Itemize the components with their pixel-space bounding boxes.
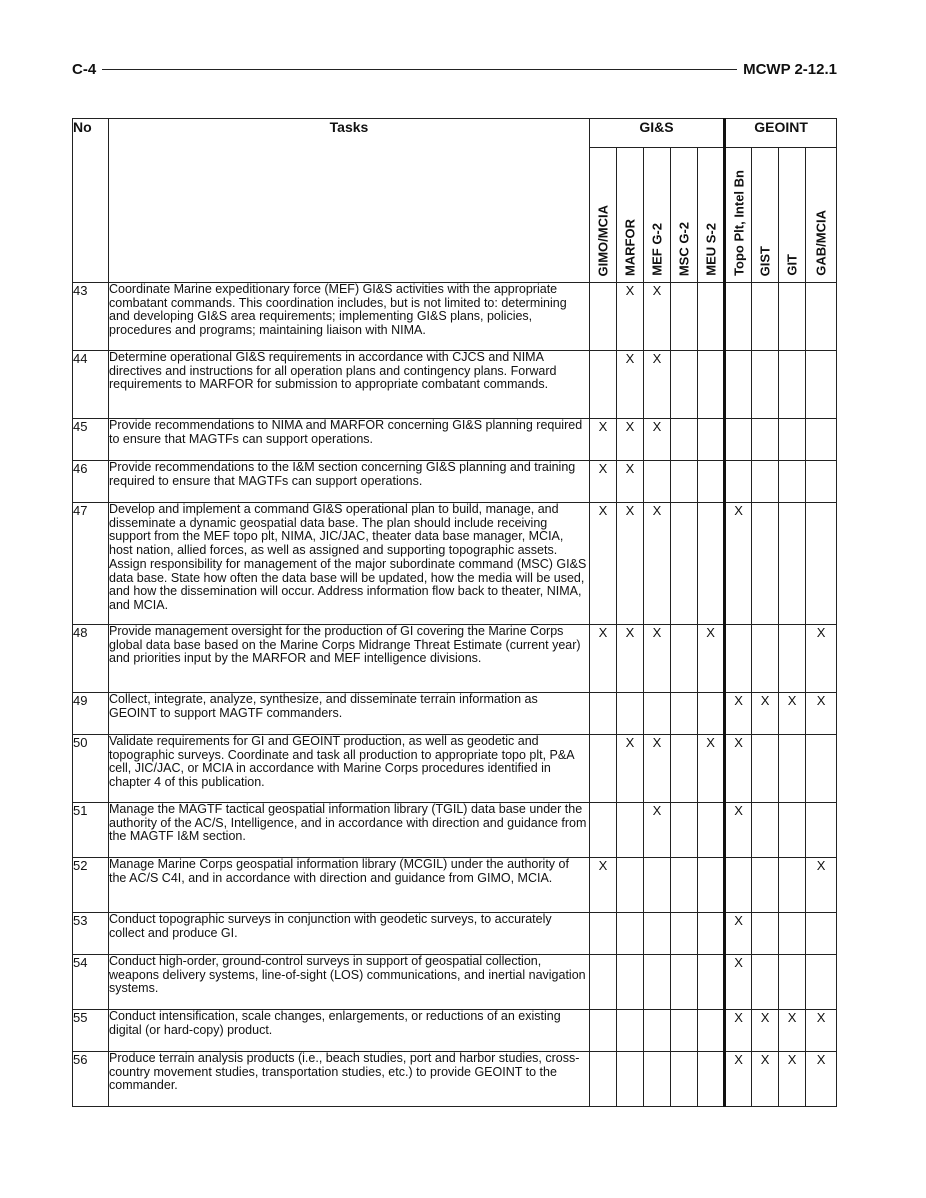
task-number: 46 [73, 461, 109, 503]
responsibility-mark [752, 625, 779, 693]
responsibility-mark [590, 283, 617, 351]
task-number: 45 [73, 419, 109, 461]
responsibility-mark [644, 1010, 671, 1052]
group-header-gis: GI&S [590, 119, 725, 148]
responsibility-mark: X [725, 735, 752, 803]
responsibility-mark [779, 803, 806, 858]
responsibility-mark: X [698, 625, 725, 693]
responsibility-mark: X [644, 803, 671, 858]
table-row [73, 913, 837, 955]
task-description: Provide recommendations to the I&M section concerning GI&S planning and training required to ensure that MAGTFs can support operations. [109, 461, 590, 503]
table-body [73, 283, 837, 1107]
responsibility-mark: X [725, 913, 752, 955]
responsibility-mark [779, 858, 806, 913]
responsibility-mark [590, 955, 617, 1010]
task-description: Provide management oversight for the production of GI covering the Marine Corps global data base based on the Marine Corps Midrange Threat Estimate (current year) and priorities input by the MARFOR and MEF intelligence divisions. [109, 625, 590, 693]
column-header-label: MSC G-2 [676, 221, 692, 276]
responsibility-mark [644, 461, 671, 503]
task-description: Develop and implement a command GI&S operational plan to build, manage, and disseminate a dynamic geospatial data base. The plan should include receiving support from the MEF topo plt, NIMA, JIC/JAC, theater data base manager, MCIA, host nation, allied forces, as well as assigned and supporting topographic assets. Assign responsibility for management of the major subordinate command (MSC) GI&S data base. State how often the data base will be updated, how the media will be used, and how the dissemination will occur. Address information flow back to theater, NIMA, and MCIA. [109, 503, 590, 625]
task-description: Validate requirements for GI and GEOINT production, as well as geodetic and topographic surveys. Coordinate and task all production to appropriate topo plt, P&A cell, JIC/JAC, or MCIA in accordance with Marine Corps procedures identified in chapter 4 of this publication. [109, 735, 590, 803]
column-header-label: GIMO/MCIA [595, 204, 611, 276]
column-header [671, 148, 698, 283]
responsibility-mark: X [617, 735, 644, 803]
responsibility-mark [671, 461, 698, 503]
column-header [617, 148, 644, 283]
responsibility-mark: X [725, 1052, 752, 1107]
responsibility-mark [806, 955, 837, 1010]
responsibility-mark [806, 283, 837, 351]
responsibility-mark: X [644, 351, 671, 419]
responsibility-mark [725, 625, 752, 693]
responsibility-mark: X [725, 693, 752, 735]
responsibility-mark: X [806, 1052, 837, 1107]
header-tasks: Tasks [109, 119, 590, 283]
responsibility-mark [590, 913, 617, 955]
responsibility-mark [671, 858, 698, 913]
column-header-label: Topo Plt, Intel Bn [731, 170, 747, 276]
column-header [725, 148, 752, 283]
responsibility-mark: X [590, 625, 617, 693]
header-rule [102, 69, 737, 70]
responsibility-mark: X [779, 1010, 806, 1052]
responsibility-mark [671, 419, 698, 461]
column-header [752, 148, 779, 283]
task-description: Conduct topographic surveys in conjunction with geodetic surveys, to accurately collect and produce GI. [109, 913, 590, 955]
responsibility-mark [644, 693, 671, 735]
responsibility-mark [806, 803, 837, 858]
column-header [779, 148, 806, 283]
responsibility-mark [671, 351, 698, 419]
table-row [73, 625, 837, 693]
responsibility-mark: X [725, 955, 752, 1010]
task-description: Conduct intensification, scale changes, enlargements, or reductions of an existing digital (or hard-copy) product. [109, 1010, 590, 1052]
table-row [73, 955, 837, 1010]
column-header [590, 148, 617, 283]
task-number: 44 [73, 351, 109, 419]
responsibility-mark [698, 419, 725, 461]
column-header [806, 148, 837, 283]
responsibility-mark [644, 1052, 671, 1107]
responsibility-mark [671, 503, 698, 625]
responsibility-mark [698, 913, 725, 955]
responsibility-mark [671, 803, 698, 858]
column-header [698, 148, 725, 283]
responsibility-mark: X [779, 1052, 806, 1107]
table-row [73, 283, 837, 351]
responsibility-mark [644, 955, 671, 1010]
responsibility-mark: X [644, 735, 671, 803]
task-number: 51 [73, 803, 109, 858]
responsibility-mark [671, 693, 698, 735]
table-row [73, 461, 837, 503]
responsibility-mark [671, 913, 698, 955]
responsibility-mark: X [590, 858, 617, 913]
responsibility-mark: X [752, 1010, 779, 1052]
responsibility-mark: X [806, 693, 837, 735]
responsibility-mark [671, 625, 698, 693]
responsibility-mark: X [725, 1010, 752, 1052]
responsibility-mark [671, 283, 698, 351]
responsibility-mark [779, 503, 806, 625]
responsibility-mark [806, 461, 837, 503]
responsibility-mark [779, 955, 806, 1010]
table-header [73, 119, 837, 283]
responsibility-mark [752, 858, 779, 913]
responsibility-mark [779, 419, 806, 461]
publication-id: MCWP 2-12.1 [743, 60, 837, 78]
responsibility-mark [698, 803, 725, 858]
task-number: 43 [73, 283, 109, 351]
responsibility-mark: X [617, 503, 644, 625]
responsibility-mark: X [617, 625, 644, 693]
task-number: 56 [73, 1052, 109, 1107]
task-description: Provide recommendations to NIMA and MARFOR concerning GI&S planning required to ensure that MAGTFs can support operations. [109, 419, 590, 461]
task-number: 48 [73, 625, 109, 693]
responsibility-mark: X [590, 419, 617, 461]
task-description: Determine operational GI&S requirements in accordance with CJCS and NIMA directives and instructions for all operation plans and contingency plans. Forward requirements to MARFOR for submission to appropriate combatant commands. [109, 351, 590, 419]
column-header-label: MEU S-2 [703, 223, 719, 276]
table-row [73, 1010, 837, 1052]
responsibility-mark [752, 503, 779, 625]
column-header-label: GAB/MCIA [813, 210, 829, 276]
responsibility-mark [806, 351, 837, 419]
task-number: 55 [73, 1010, 109, 1052]
responsibility-mark: X [779, 693, 806, 735]
responsibility-mark: X [698, 735, 725, 803]
responsibility-mark [698, 503, 725, 625]
responsibility-mark [590, 351, 617, 419]
responsibility-mark [779, 735, 806, 803]
responsibility-mark [752, 283, 779, 351]
task-matrix-table [72, 118, 837, 1107]
task-number: 47 [73, 503, 109, 625]
responsibility-mark [590, 1010, 617, 1052]
column-header-label: GIST [757, 245, 773, 276]
responsibility-mark [806, 913, 837, 955]
responsibility-mark: X [725, 803, 752, 858]
responsibility-mark: X [644, 283, 671, 351]
responsibility-mark [590, 693, 617, 735]
task-description: Produce terrain analysis products (i.e., beach studies, port and harbor studies, cross-country movement studies, transportation studies, etc.) to provide GEOINT to the commander. [109, 1052, 590, 1107]
responsibility-mark [779, 461, 806, 503]
responsibility-mark [752, 955, 779, 1010]
responsibility-mark [725, 283, 752, 351]
responsibility-mark [698, 461, 725, 503]
group-header-geoint: GEOINT [725, 119, 837, 148]
table-row [73, 858, 837, 913]
column-header-label: MARFOR [622, 218, 638, 276]
column-header [644, 148, 671, 283]
responsibility-mark [617, 955, 644, 1010]
table-row [73, 1052, 837, 1107]
responsibility-mark [617, 858, 644, 913]
task-number: 50 [73, 735, 109, 803]
responsibility-mark [617, 1010, 644, 1052]
responsibility-mark [779, 283, 806, 351]
column-header-label: GIT [784, 254, 800, 276]
responsibility-mark: X [725, 503, 752, 625]
responsibility-mark [698, 955, 725, 1010]
responsibility-mark: X [644, 419, 671, 461]
page-number: C-4 [72, 60, 97, 78]
responsibility-mark [617, 693, 644, 735]
table-row [73, 351, 837, 419]
responsibility-mark [725, 351, 752, 419]
responsibility-mark [644, 913, 671, 955]
responsibility-mark [806, 419, 837, 461]
task-description: Manage Marine Corps geospatial information library (MCGIL) under the authority of the AC/S C4I, and in accordance with direction and guidance from GIMO, MCIA. [109, 858, 590, 913]
responsibility-mark [590, 735, 617, 803]
responsibility-mark: X [644, 503, 671, 625]
page-header [72, 58, 837, 80]
responsibility-mark: X [752, 693, 779, 735]
responsibility-mark [779, 913, 806, 955]
responsibility-mark [671, 735, 698, 803]
table-row [73, 693, 837, 735]
responsibility-mark [779, 625, 806, 693]
responsibility-mark: X [617, 461, 644, 503]
responsibility-mark [752, 735, 779, 803]
responsibility-mark: X [806, 625, 837, 693]
responsibility-mark: X [617, 351, 644, 419]
responsibility-mark [698, 693, 725, 735]
responsibility-mark [725, 419, 752, 461]
responsibility-mark [590, 803, 617, 858]
task-number: 53 [73, 913, 109, 955]
responsibility-mark: X [752, 1052, 779, 1107]
responsibility-mark: X [644, 625, 671, 693]
responsibility-mark [671, 955, 698, 1010]
responsibility-mark [698, 858, 725, 913]
responsibility-mark [725, 461, 752, 503]
task-number: 52 [73, 858, 109, 913]
task-description: Conduct high-order, ground-control surveys in support of geospatial collection, weapons delivery systems, line-of-sight (LOS) communications, and inertial navigation systems. [109, 955, 590, 1010]
responsibility-mark [698, 351, 725, 419]
responsibility-mark [698, 1052, 725, 1107]
task-description: Collect, integrate, analyze, synthesize, and disseminate terrain information as GEOINT to support MAGTF commanders. [109, 693, 590, 735]
responsibility-mark [752, 803, 779, 858]
responsibility-mark [698, 1010, 725, 1052]
responsibility-mark: X [806, 858, 837, 913]
responsibility-mark [698, 283, 725, 351]
responsibility-mark [644, 858, 671, 913]
table-row [73, 735, 837, 803]
responsibility-mark: X [590, 503, 617, 625]
table-row [73, 803, 837, 858]
table-row [73, 503, 837, 625]
header-no: No [73, 119, 109, 283]
responsibility-mark [752, 913, 779, 955]
task-number: 54 [73, 955, 109, 1010]
responsibility-mark [617, 1052, 644, 1107]
responsibility-mark: X [617, 419, 644, 461]
responsibility-mark [752, 419, 779, 461]
responsibility-mark [752, 461, 779, 503]
column-header-label: MEF G-2 [649, 223, 665, 276]
responsibility-mark: X [590, 461, 617, 503]
responsibility-mark: X [806, 1010, 837, 1052]
responsibility-mark [752, 351, 779, 419]
responsibility-mark [617, 803, 644, 858]
responsibility-mark [671, 1010, 698, 1052]
responsibility-mark [806, 735, 837, 803]
table-row [73, 419, 837, 461]
task-number: 49 [73, 693, 109, 735]
responsibility-mark [671, 1052, 698, 1107]
responsibility-mark [779, 351, 806, 419]
responsibility-mark [725, 858, 752, 913]
responsibility-mark [590, 1052, 617, 1107]
task-description: Coordinate Marine expeditionary force (MEF) GI&S activities with the appropriate combatant commands. This coordination includes, but is not limited to: determining and developing GI&S area requirements; implementing GI&S plans, policies, procedures and programs; maintaining liaison with NIMA. [109, 283, 590, 351]
responsibility-mark: X [617, 283, 644, 351]
responsibility-mark [617, 913, 644, 955]
task-description: Manage the MAGTF tactical geospatial information library (TGIL) data base under the authority of the AC/S, Intelligence, and in accordance with direction and guidance from the MAGTF I&M section. [109, 803, 590, 858]
responsibility-mark [806, 503, 837, 625]
